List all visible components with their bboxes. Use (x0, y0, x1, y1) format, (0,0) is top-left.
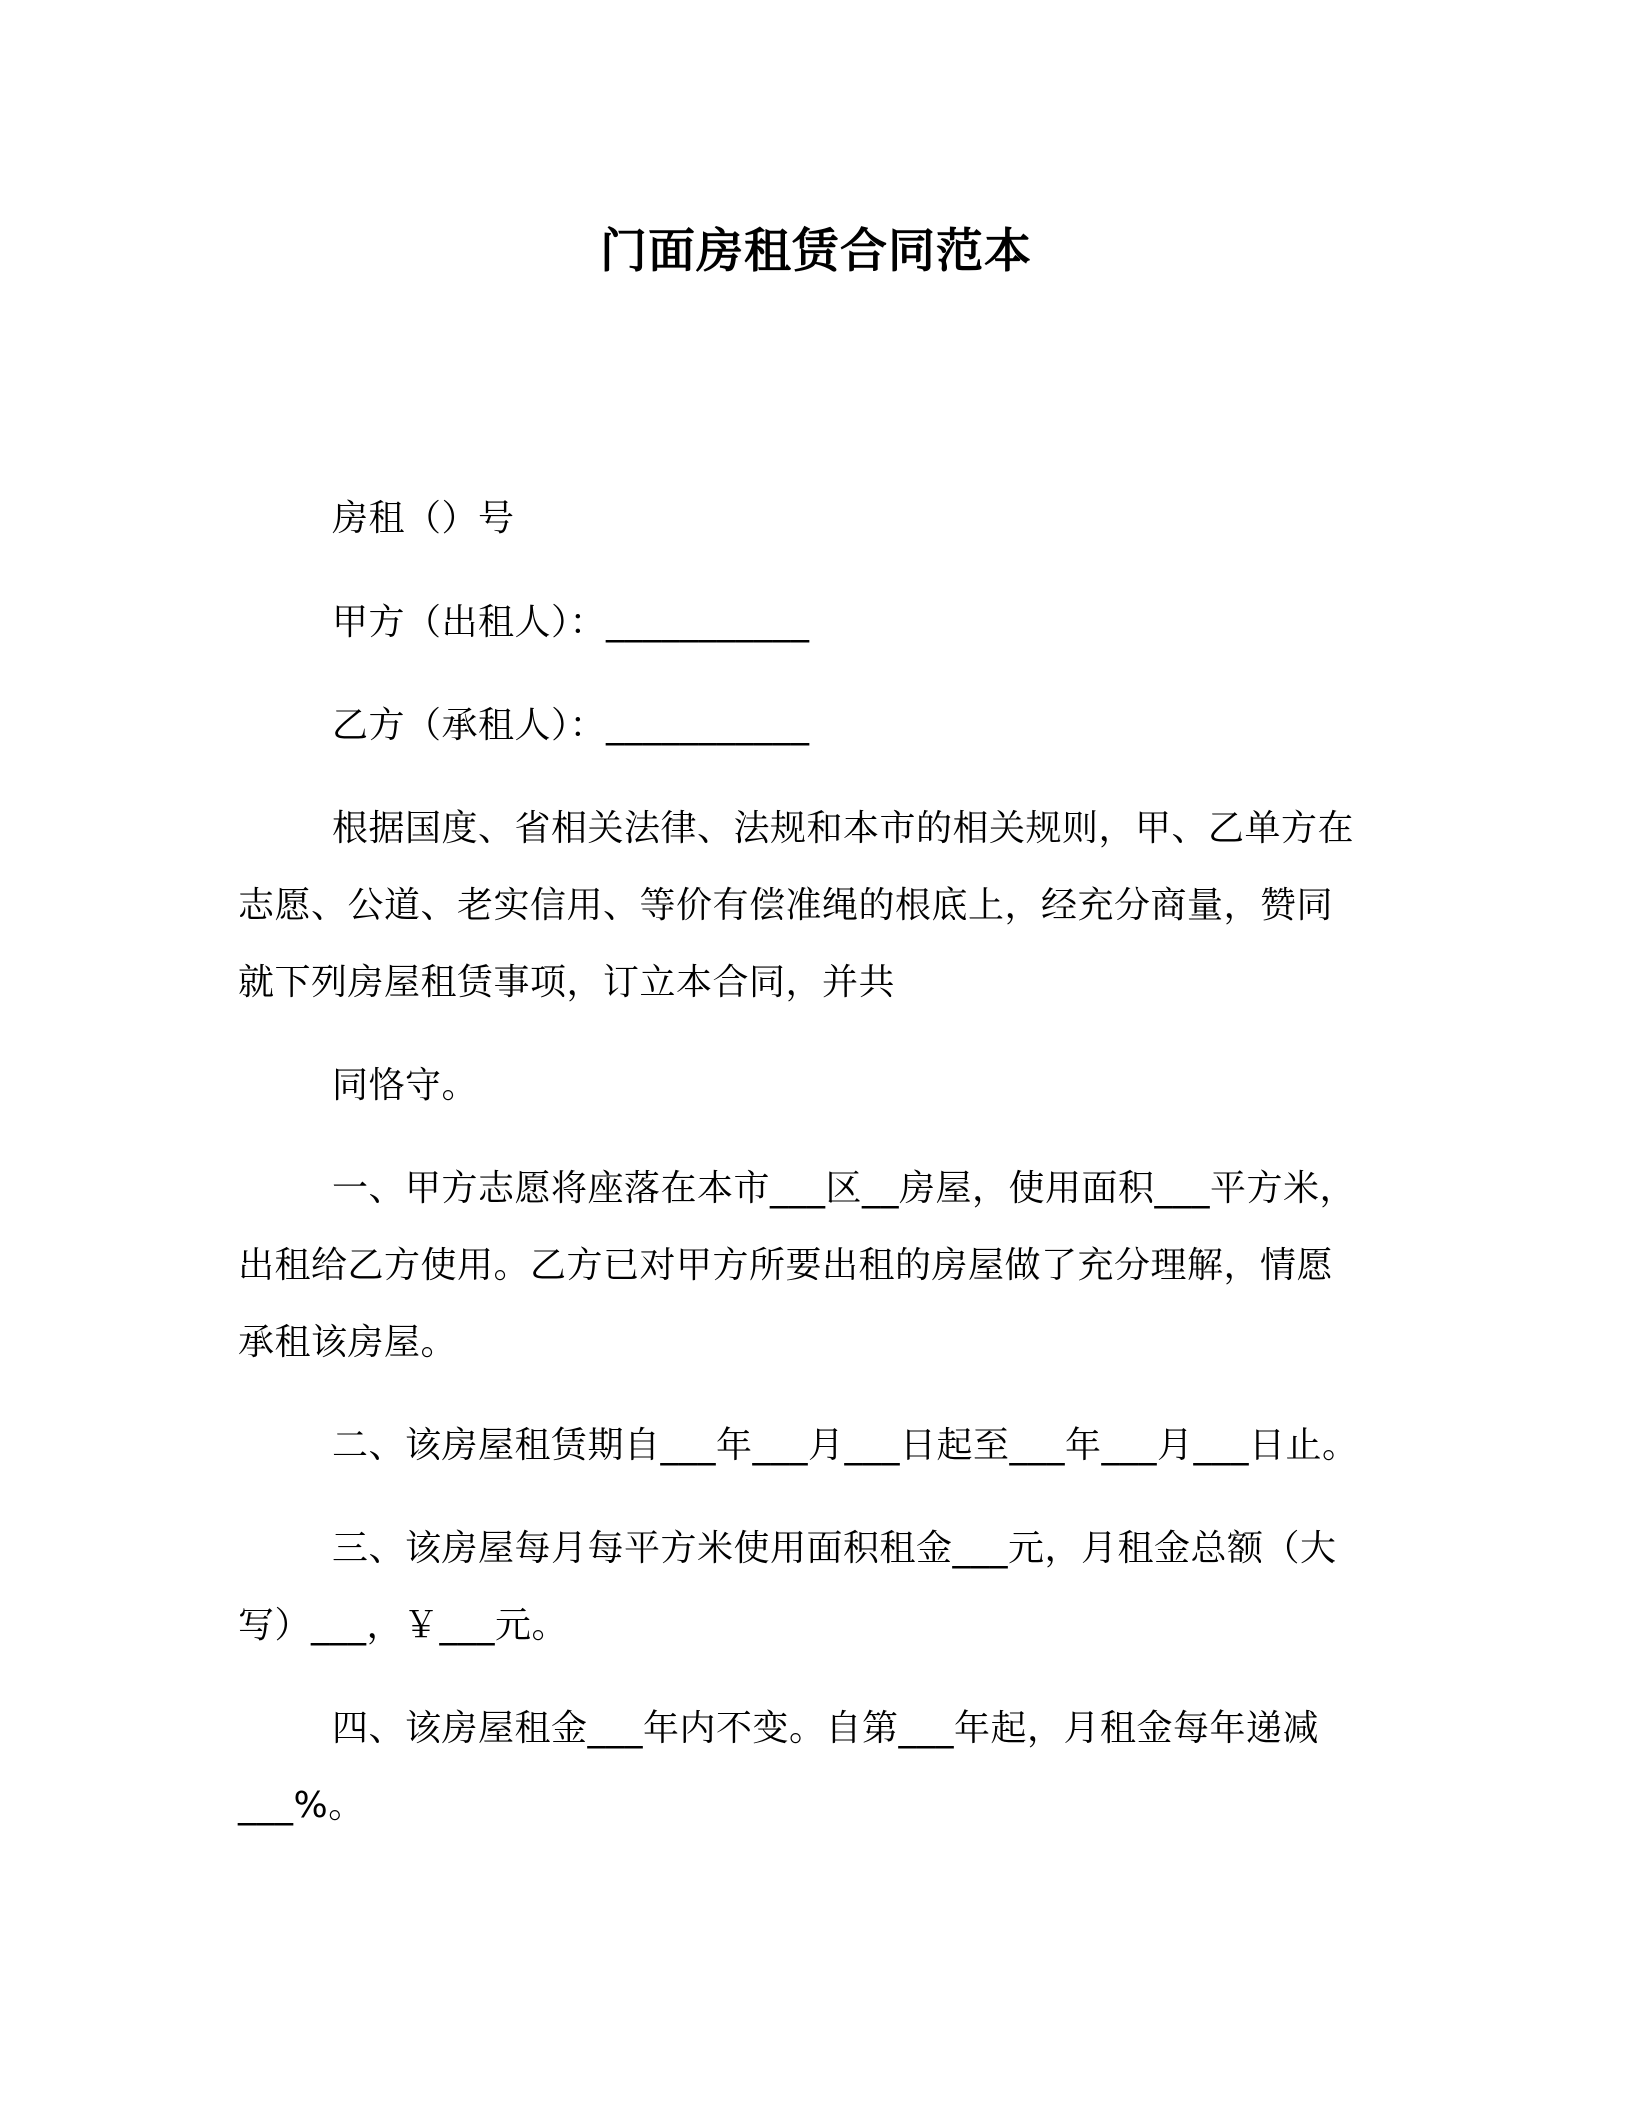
clause-1-line-2: 出租给乙方使用。乙方已对甲方所要出租的房屋做了充分理解，情愿 (238, 1245, 1334, 1286)
clause-3-line-1: 三、该房屋每月每平方米使用面积租金___元，月租金总额（大 (332, 1528, 1337, 1569)
clause-3-line-2: 写）___，￥___元。 (238, 1605, 569, 1646)
preamble-line-2: 志愿、公道、老实信用、等价有偿准绳的根底上，经充分商量，赞同 (238, 885, 1334, 926)
preamble-line-1: 根据国度、省相关法律、法规和本市的相关规则，甲、乙单方在 (332, 808, 1355, 849)
preamble-line-3: 就下列房屋租赁事项，订立本合同，并共 (238, 962, 896, 1003)
document-title: 门面房租赁合同范本 (600, 224, 1032, 279)
contract-number-line: 房租（）号 (332, 498, 515, 539)
clause-1-line-3: 承租该房屋。 (238, 1322, 458, 1363)
clause-4-line-2: ___%。 (238, 1785, 365, 1826)
clause-1-line-1: 一、甲方志愿将座落在本市___区__房屋，使用面积___平方米， (332, 1168, 1357, 1209)
preamble-line-4: 同恪守。 (332, 1065, 479, 1106)
party-b-line: 乙方（承租人）：___________ (332, 705, 810, 746)
clause-2-line-1: 二、该房屋租赁期自___年___月___日起至___年___月___日止。 (332, 1425, 1359, 1466)
party-a-line: 甲方（出租人）：___________ (332, 602, 810, 643)
clause-4-line-1: 四、该房屋租金___年内不变。自第___年起，月租金每年递减 (332, 1708, 1320, 1749)
